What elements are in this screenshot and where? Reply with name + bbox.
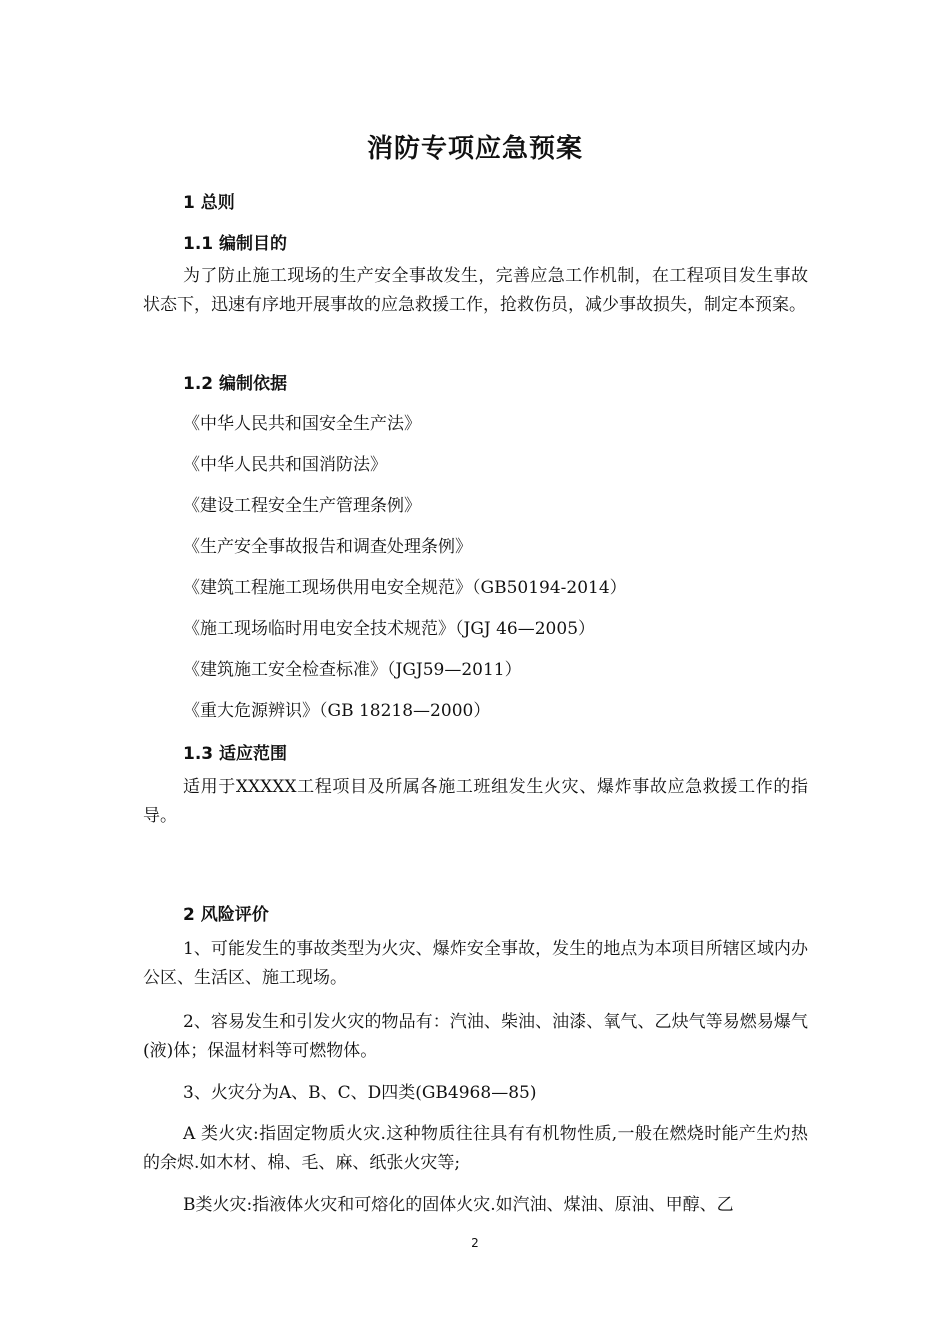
- basis-item: 《中华人民共和国消防法》: [183, 455, 387, 475]
- risk-item: 2、容易发生和引发火灾的物品有：汽油、柴油、油漆、氧气、乙炔气等易燃易爆气(液)体；保温材料等可燃物体。: [143, 1012, 808, 1061]
- section-1-1-paragraph: 为了防止施工现场的生产安全事故发生，完善应急工作机制，在工程项目发生事故状态下，迅速有序地开展事故的应急救援工作，抢救伤员，减少事故损失，制定本预案。: [143, 266, 808, 315]
- section-2-heading: 2 风险评价: [183, 905, 269, 925]
- risk-item: 3、火灾分为A、B、C、D四类(GB4968—85): [183, 1083, 537, 1103]
- basis-item: 《建筑工程施工现场供用电安全规范》（GB50194-2014）: [183, 578, 627, 598]
- section-1-2-heading: 1.2 编制依据: [183, 374, 288, 394]
- document-title: 消防专项应急预案: [366, 134, 583, 164]
- fire-class-a: A 类火灾:指固定物质火灾.这种物质往往具有有机物性质,一般在燃烧时能产生灼热的余烬.如木材、棉、毛、麻、纸张火灾等;: [143, 1124, 808, 1173]
- basis-item: 《生产安全事故报告和调查处理条例》: [183, 537, 472, 557]
- page-number: 2: [471, 1236, 479, 1250]
- basis-item: 《施工现场临时用电安全技术规范》（JGJ 46—2005）: [183, 619, 596, 639]
- basis-item: 《建设工程安全生产管理条例》: [183, 496, 421, 516]
- section-1-heading: 1 总则: [183, 193, 235, 213]
- section-1-3-paragraph: 适用于XXXXX工程项目及所属各施工班组发生火灾、爆炸事故应急救援工作的指导。: [143, 777, 808, 826]
- basis-item: 《中华人民共和国安全生产法》: [183, 414, 421, 434]
- fire-class-b: B类火灾:指液体火灾和可熔化的固体火灾.如汽油、煤油、原油、甲醇、乙: [183, 1195, 734, 1215]
- section-1-1-heading: 1.1 编制目的: [183, 234, 288, 254]
- basis-item: 《重大危源辨识》（GB 18218—2000）: [183, 701, 491, 721]
- risk-item: 1、可能发生的事故类型为火灾、爆炸安全事故，发生的地点为本项目所辖区域内办公区、生活区、施工现场。: [143, 939, 808, 988]
- section-1-3-heading: 1.3 适应范围: [183, 744, 288, 764]
- basis-item: 《建筑施工安全检查标准》（JGJ59—2011）: [183, 660, 522, 680]
